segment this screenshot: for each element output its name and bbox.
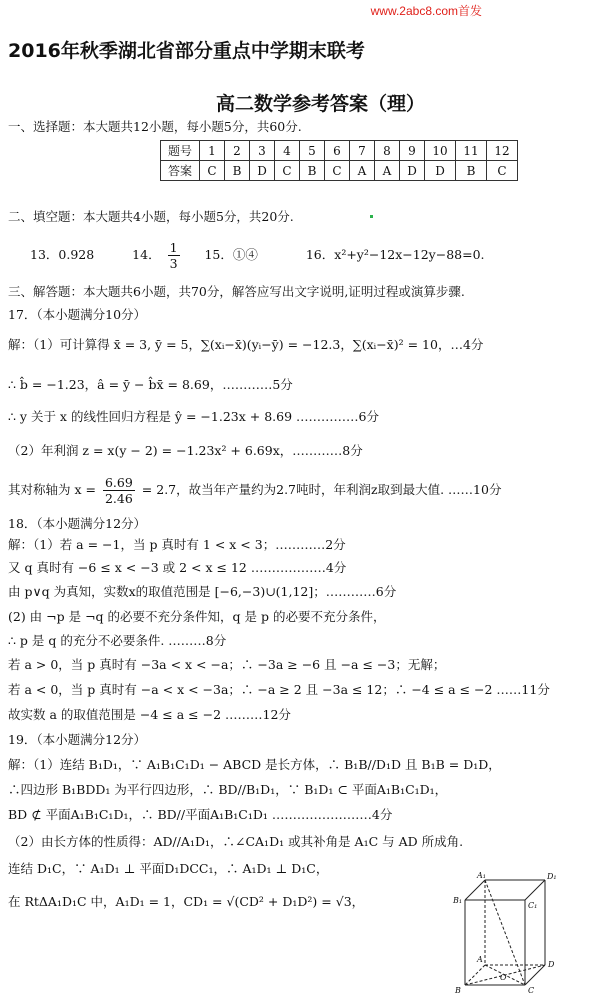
q18-line-1: 解：（1）若 a = −1，当 p 真时有 1 < x < 3；…………2分 (8, 537, 346, 552)
table-cell: C (200, 161, 225, 181)
answer-14-fraction (168, 240, 180, 271)
label-c1: C₁ (528, 901, 538, 910)
watermark: www.2abc8.com首发 (370, 4, 482, 18)
q17-line-4: （2）年利润 z = x(y − 2) = −1.23x² + 6.69x，…………8分 (8, 443, 363, 458)
table-cell: D (250, 161, 275, 181)
table-cell: 7 (350, 141, 375, 161)
table-cell: C (275, 161, 300, 181)
label-d1: D₁ (547, 872, 557, 881)
label-a: A (477, 955, 483, 964)
table-cell: 6 (325, 141, 350, 161)
q17-line-5-post: = 2.7，故当年产量约为2.7吨时，年利润z取到最大值. ……10分 (141, 482, 502, 497)
q18-line-5: ∴ p 是 q 的充分不必要条件. ………8分 (8, 633, 227, 648)
q17-line-5-pre: 其对称轴为 x = (8, 482, 96, 497)
q17-line-2: ∴ b̂ = −1.23，â = ȳ − b̂x̄ = 8.69，…………5分 (8, 377, 293, 392)
label-o: O (500, 973, 507, 982)
label-a1: A₁ (477, 871, 486, 880)
table-cell: D (400, 161, 425, 181)
label-b1: B₁ (453, 896, 463, 905)
answer-15: 15．①④ (204, 247, 258, 262)
table-cell: 5 (300, 141, 325, 161)
q19-line-2: ∴四边形 B₁BDD₁ 为平行四边形，∴ BD//B₁D₁，∵ B₁D₁ ⊂ 平面A₁B₁C₁D₁， (8, 782, 448, 797)
q18-title: 18．（本小题满分12分） (8, 516, 147, 531)
fill-in-answers (30, 238, 485, 272)
answer-table (160, 140, 518, 181)
exam-title: 2016年秋季湖北省部分重点中学期末联考 (8, 40, 365, 62)
q17-line-1: 解：（1）可计算得 x̄ = 3, ȳ = 5，∑(xᵢ−x̄)(yᵢ−ȳ) = −12.3，∑(xᵢ−x̄)² = 10，…4分 (8, 337, 484, 352)
table-cell: 8 (375, 141, 400, 161)
section2-heading: 二、填空题：本大题共4小题，每小题5分，共20分. (8, 209, 294, 224)
table-cell: C (325, 161, 350, 181)
label-d: D (548, 960, 555, 969)
table-cell: B (456, 161, 487, 181)
cuboid-figure (450, 870, 590, 995)
table-cell: C (487, 161, 518, 181)
table-cell: B (225, 161, 250, 181)
q18-line-8: 故实数 a 的取值范围是 −4 ≤ a ≤ −2 ………12分 (8, 707, 291, 722)
table-cell: 9 (400, 141, 425, 161)
q17-line-3: ∴ y 关于 x 的线性回归方程是 ŷ = −1.23x + 8.69 ……………6分 (8, 409, 379, 424)
q19-title: 19．（本小题满分12分） (8, 732, 147, 747)
answer-14-label: 14． (132, 247, 161, 262)
section1-heading: 一、选择题：本大题共12小题，每小题5分，共60分. (8, 119, 302, 134)
q19-line-4: （2）由长方体的性质得：AD//A₁D₁，∴∠CA₁D₁ 或其补角是 A₁C 与 AD 所成角. (8, 834, 464, 849)
fraction-numerator: 1 (169, 240, 178, 255)
label-b: B (455, 986, 461, 995)
q17-title: 17．（本小题满分10分） (8, 307, 147, 322)
q18-line-4: (2) 由 ¬p 是 ¬q 的必要不充分条件知，q 是 p 的必要不充分条件， (8, 609, 386, 624)
table-cell: A (375, 161, 400, 181)
table-cell: 3 (250, 141, 275, 161)
decorative-dot (370, 215, 373, 218)
table-cell: 1 (200, 141, 225, 161)
fraction-denominator: 2.46 (104, 491, 133, 506)
fraction-numerator: 6.69 (104, 475, 133, 490)
table-cell: D (425, 161, 456, 181)
subject-title: 高二数学参考答案（理） (216, 93, 426, 115)
table-cell: B (300, 161, 325, 181)
q19-line-3: BD ⊄ 平面A₁B₁C₁D₁，∴ BD//平面A₁B₁C₁D₁ ……………………4分 (8, 807, 393, 822)
table-cell: 10 (425, 141, 456, 161)
table-row-numbers (161, 141, 518, 161)
q19-line-5: 连结 D₁C，∵ A₁D₁ ⊥ 平面D₁DCC₁，∴ A₁D₁ ⊥ D₁C， (8, 861, 329, 876)
table-cell: 4 (275, 141, 300, 161)
table-label-number: 题号 (161, 141, 200, 161)
fraction-denominator: 3 (169, 256, 178, 271)
q18-line-6: 若 a > 0，当 p 真时有 −3a < x < −a；∴ −3a ≥ −6 且 −a ≤ −3；无解； (8, 657, 446, 672)
q17-line-5 (8, 470, 501, 510)
answer-16: 16．x²+y²−12x−12y−88=0. (305, 247, 485, 262)
axis-fraction (103, 475, 135, 506)
label-c: C (528, 986, 535, 995)
answer-13: 13．0.928 (30, 247, 95, 262)
table-cell: 11 (456, 141, 487, 161)
table-cell: 12 (487, 141, 518, 161)
table-cell: A (350, 161, 375, 181)
q19-line-6: 在 RtΔA₁D₁C 中，A₁D₁ = 1，CD₁ = √(CD² + D₁D²) = √3， (8, 894, 365, 909)
section3-heading: 三、解答题：本大题共6小题，共70分，解答应写出文字说明,证明过程或演算步骤. (8, 284, 465, 299)
table-row-answers (161, 161, 518, 181)
q19-line-1: 解：（1）连结 B₁D₁，∵ A₁B₁C₁D₁ − ABCD 是长方体，∴ B₁B//D₁D 且 B₁B = D₁D， (8, 757, 501, 772)
table-label-answer: 答案 (161, 161, 200, 181)
q18-line-3: 由 p∨q 为真知，实数x的取值范围是 [−6,−3)∪(1,12]；…………6分 (8, 584, 397, 599)
q18-line-7: 若 a < 0，当 p 真时有 −a < x < −3a；∴ −a ≥ 2 且 −3a ≤ 12；∴ −4 ≤ a ≤ −2 ……11分 (8, 682, 550, 697)
q18-line-2: 又 q 真时有 −6 ≤ x < −3 或 2 < x ≤ 12 ………………4分 (8, 560, 347, 575)
table-cell: 2 (225, 141, 250, 161)
